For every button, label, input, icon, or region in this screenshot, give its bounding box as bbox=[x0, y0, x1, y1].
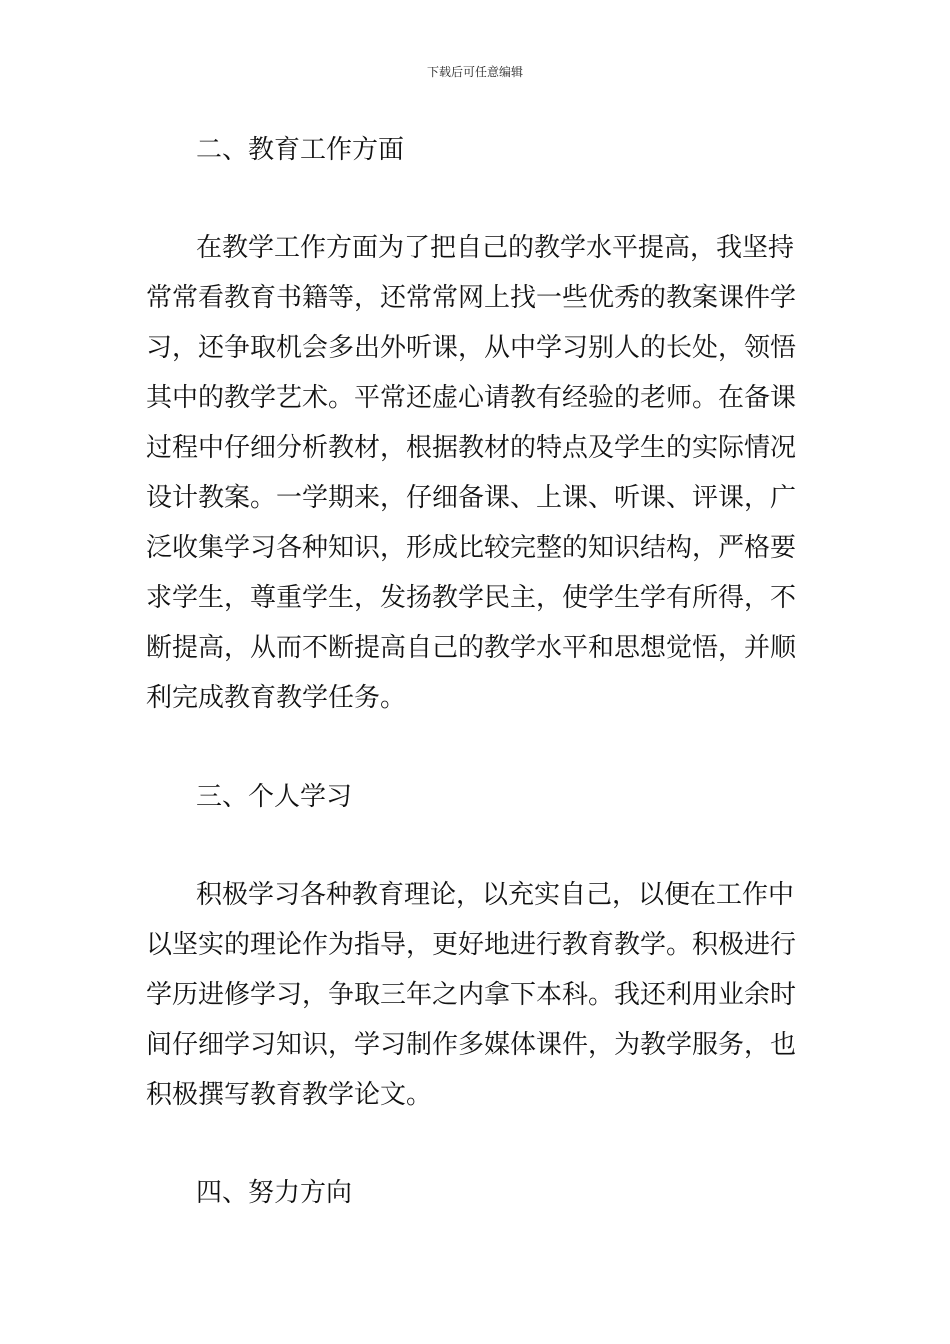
paragraph-line: 设计教案。一学期来，仔细备课、上课、听课、评课，广 bbox=[146, 483, 797, 513]
section-heading-education-work: 二、教育工作方面 bbox=[196, 135, 405, 165]
paragraph-education-work bbox=[146, 223, 806, 723]
header-note: 下载后可任意编辑 bbox=[426, 65, 523, 79]
section-heading-effort-direction: 四、努力方向 bbox=[196, 1178, 353, 1208]
paragraph-line: 其中的教学艺术。平常还虚心请教有经验的老师。在备课 bbox=[146, 383, 797, 413]
paragraph-line: 习，还争取机会多出外听课，从中学习别人的长处，领悟 bbox=[146, 333, 797, 363]
paragraph-line: 间仔细学习知识，学习制作多媒体课件，为教学服务，也 bbox=[146, 1030, 797, 1060]
paragraph-line: 求学生，尊重学生，发扬教学民主，使学生学有所得，不 bbox=[146, 583, 797, 613]
paragraph-personal-study bbox=[146, 870, 806, 1120]
paragraph-line: 以坚实的理论作为指导，更好地进行教育教学。积极进行 bbox=[146, 930, 797, 960]
paragraph-line: 泛收集学习各种知识，形成比较完整的知识结构，严格要 bbox=[146, 533, 797, 563]
paragraph-line: 在教学工作方面为了把自己的教学水平提高，我坚持 bbox=[196, 233, 795, 263]
paragraph-line: 常常看教育书籍等，还常常网上找一些优秀的教案课件学 bbox=[146, 283, 797, 313]
paragraph-line: 积极撰写教育教学论文。 bbox=[146, 1080, 433, 1110]
paragraph-line: 断提高，从而不断提高自己的教学水平和思想觉悟，并顺 bbox=[146, 633, 797, 663]
paragraph-line: 利完成教育教学任务。 bbox=[146, 683, 407, 713]
paragraph-line: 积极学习各种教育理论，以充实自己，以便在工作中 bbox=[196, 880, 795, 910]
paragraph-line: 学历进修学习，争取三年之内拿下本科。我还利用业余时 bbox=[146, 980, 797, 1010]
section-heading-personal-study: 三、个人学习 bbox=[196, 782, 353, 812]
paragraph-line: 过程中仔细分析教材，根据教材的特点及学生的实际情况 bbox=[146, 433, 797, 463]
